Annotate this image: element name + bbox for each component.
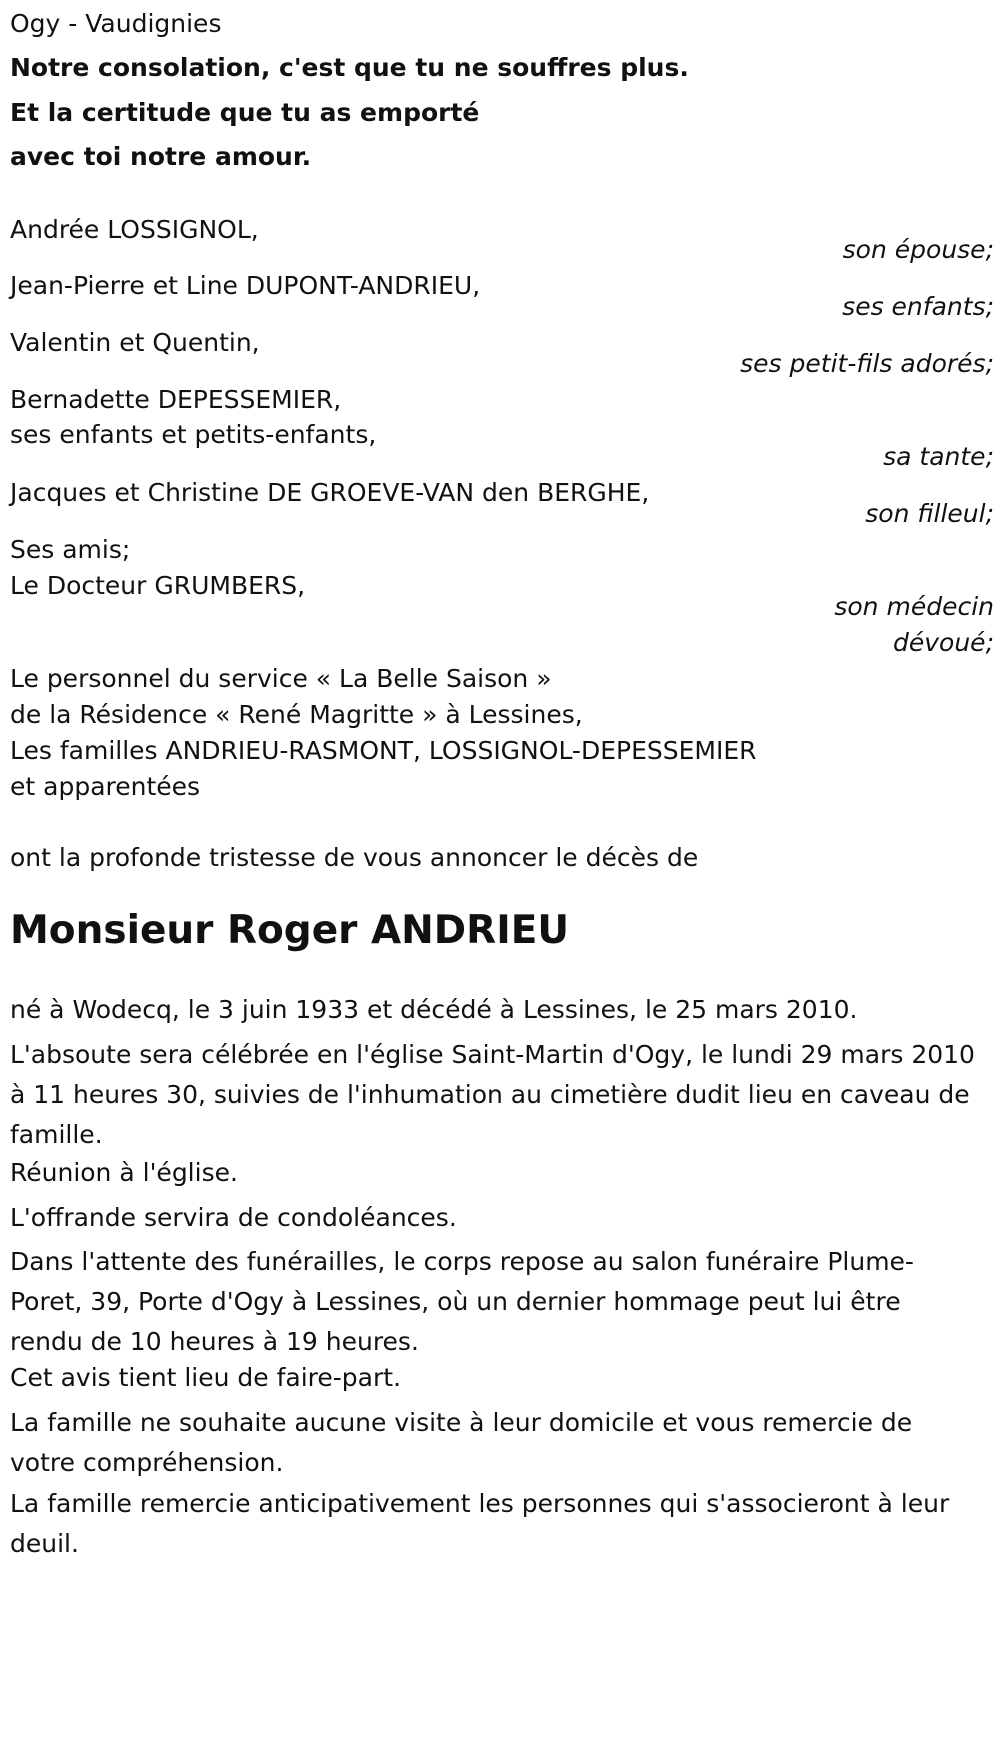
mourner-jacques: Jacques et Christine DE GROEVE-VAN den BERGHE,: [10, 478, 650, 507]
paragraph-visite: La famille ne souhaite aucune visite à leur domicile et vous remercie de votre compréhension.: [10, 1408, 913, 1477]
paragraph-absoute: L'absoute sera célébrée en l'église Saint-Martin d'Ogy, le lundi 29 mars 2010 à 11 heures 30, suivies de l'inhumation au cimetière dudit lieu en caveau de famille.: [10, 1040, 975, 1149]
verse-line-1: Notre consolation, c'est que tu ne souffres plus.: [10, 53, 689, 82]
paragraph-birth: né à Wodecq, le 3 juin 1933 et décédé à Lessines, le 25 mars 2010.: [10, 995, 858, 1024]
role-jeanpierre: ses enfants;: [842, 292, 994, 321]
paragraph-offrande: L'offrande servira de condoléances.: [10, 1203, 457, 1232]
mourner-familles-1: Les familles ANDRIEU-RASMONT, LOSSIGNOL-DEPESSEMIER: [10, 736, 757, 765]
role-andree: son épouse;: [842, 235, 994, 264]
verse-line-2: Et la certitude que tu as emporté: [10, 98, 480, 127]
role-docteur-2: dévoué;: [893, 628, 994, 657]
mourner-familles-2: et apparentées: [10, 772, 201, 801]
paragraph-funerailles: Dans l'attente des funérailles, le corps repose au salon funéraire Plume-Poret, 39, Porte d'Ogy à Lessines, où un dernier hommage peut lui être rendu de 10 heures à 19 heures.: [10, 1247, 914, 1356]
mourner-jeanpierre: Jean-Pierre et Line DUPONT-ANDRIEU,: [10, 271, 481, 300]
deceased-name: Monsieur Roger ANDRIEU: [10, 908, 570, 953]
paragraph-reunion: Réunion à l'église.: [10, 1158, 238, 1187]
verse-line-3: avec toi notre amour.: [10, 142, 312, 171]
role-jacques: son filleul;: [865, 499, 994, 528]
mourner-bernadette-line2: ses enfants et petits-enfants,: [10, 420, 377, 449]
role-bernadette: sa tante;: [883, 442, 994, 471]
announcement-line: ont la profonde tristesse de vous annoncer le décès de: [10, 843, 699, 872]
role-docteur-1: son médecin: [834, 592, 994, 621]
mourner-amis: Ses amis;: [10, 535, 131, 564]
mourner-bernadette: Bernadette DEPESSEMIER,: [10, 385, 342, 414]
mourner-personnel-1: Le personnel du service « La Belle Saison »: [10, 664, 552, 693]
paragraph-remercie: La famille remercie anticipativement les personnes qui s'associeront à leur deuil.: [10, 1489, 950, 1558]
role-valentin: ses petit-fils adorés;: [740, 349, 994, 378]
mourner-valentin: Valentin et Quentin,: [10, 328, 260, 357]
mourner-andree: Andrée LOSSIGNOL,: [10, 215, 259, 244]
mourner-personnel-2: de la Résidence « René Magritte » à Lessines,: [10, 700, 583, 729]
paragraph-fairepart: Cet avis tient lieu de faire-part.: [10, 1363, 402, 1392]
location-line: Ogy - Vaudignies: [10, 9, 222, 38]
mourner-docteur: Le Docteur GRUMBERS,: [10, 571, 306, 600]
